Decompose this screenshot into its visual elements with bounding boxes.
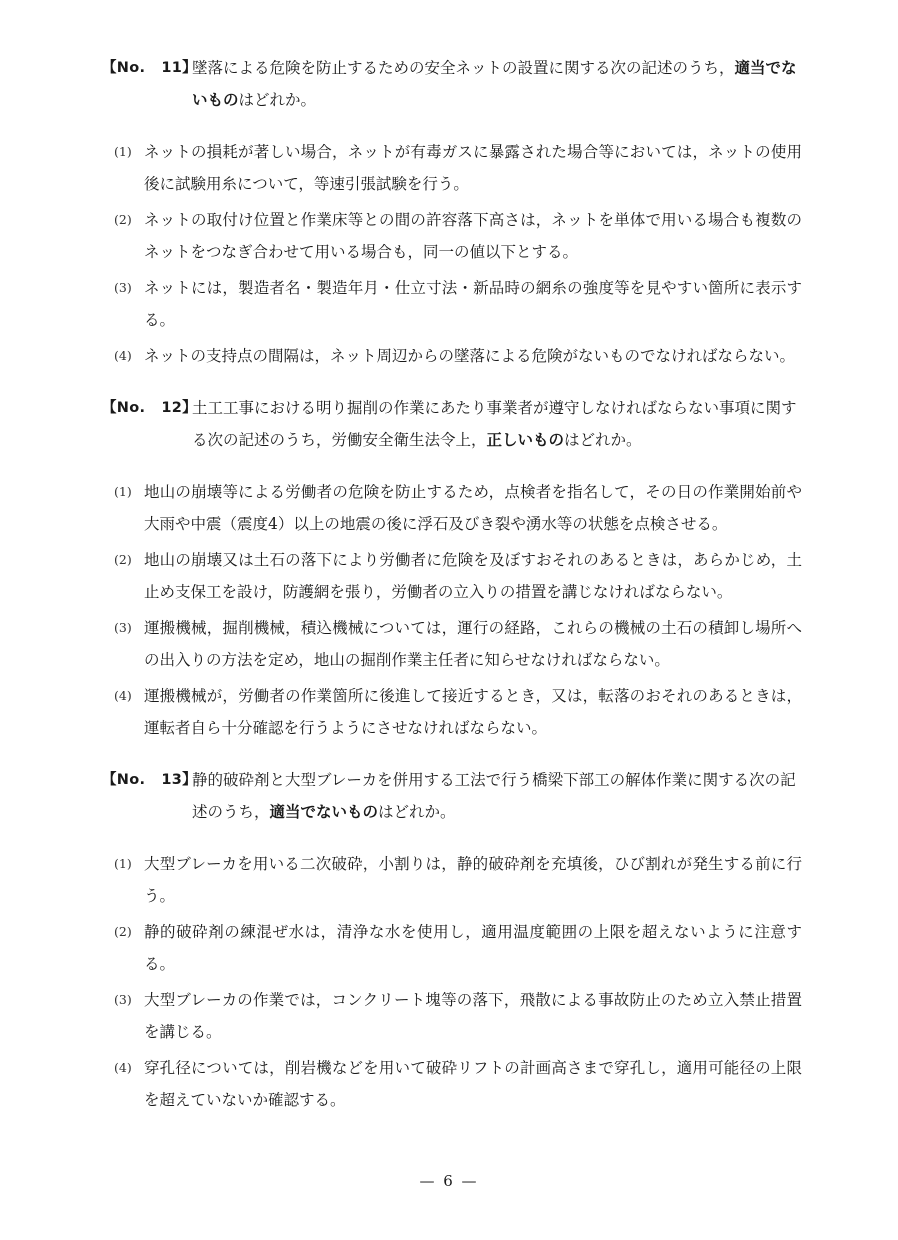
question-stem-end: はどれか。 (378, 803, 456, 821)
question-stem: 静的破砕剤と大型ブレーカを併用する工法で行う橋梁下部工の解体作業に関する次の記述のうち， (192, 771, 796, 821)
question-emphasis: 適当でないもの (269, 803, 379, 821)
option-item (102, 1052, 802, 1116)
option-item (102, 984, 802, 1048)
option-text: ネットの損耗が著しい場合，ネットが有毒ガスに暴露された場合等においては，ネットの使用後に試験用糸について，等速引張試験を行う。 (144, 143, 802, 193)
option-item (102, 340, 802, 372)
question-number: 【No. 13】 (102, 772, 197, 788)
option-item (102, 136, 802, 200)
question-stem: 土工工事における明り掘削の作業にあたり事業者が遵守しなければならない事項に関する次の記述のうち，労働安全衛生法令上， (192, 399, 797, 449)
option-text: 地山の崩壊又は土石の落下により労働者に危険を及ぼすおそれのあるときは，あらかじめ，土止め支保工を設け，防護網を張り，労働者の立入りの措置を講じなければならない。 (144, 551, 802, 601)
option-text: 大型ブレーカを用いる二次破砕，小割りは，静的破砕剤を充填後，ひび割れが発生する前に行う。 (144, 855, 802, 905)
option-label: (1) (114, 144, 132, 159)
option-text: ネットには，製造者名・製造年月・仕立寸法・新品時の網糸の強度等を見やすい箇所に表示する。 (144, 279, 802, 329)
option-label: (1) (114, 484, 132, 499)
question-13 (102, 764, 802, 1120)
option-text: 大型ブレーカの作業では，コンクリート塊等の落下，飛散による事故防止のため立入禁止措置を講じる。 (144, 991, 802, 1041)
option-label: (3) (114, 992, 132, 1007)
option-item (102, 848, 802, 912)
question-11 (102, 52, 802, 376)
option-label: (4) (114, 348, 132, 363)
option-item (102, 204, 802, 268)
option-text: ネットの取付け位置と作業床等との間の許容落下高さは，ネットを単体で用いる場合も複数のネットをつなぎ合わせて用いる場合も，同一の値以下とする。 (144, 211, 802, 261)
question-header (102, 392, 802, 456)
option-label: (2) (114, 552, 132, 567)
option-label: (2) (114, 212, 132, 227)
option-item (102, 916, 802, 980)
option-label: (3) (114, 280, 132, 295)
option-text: 運搬機械が，労働者の作業箇所に後進して接近するとき，又は，転落のおそれのあるときは，運転者自ら十分確認を行うようにさせなければならない。 (144, 687, 802, 737)
option-item (102, 272, 802, 336)
option-text: 穿孔径については，削岩機などを用いて破砕リフトの計画高さまで穿孔し，適用可能径の上限を超えていないか確認する。 (144, 1059, 802, 1109)
option-list (102, 136, 802, 372)
option-list (102, 848, 802, 1116)
option-item (102, 544, 802, 608)
option-text: 地山の崩壊等による労働者の危険を防止するため，点検者を指名して，その日の作業開始前や大雨や中震（震度4）以上の地震の後に浮石及びき裂や湧水等の状態を点検させる。 (144, 483, 802, 533)
question-emphasis: 正しいもの (486, 431, 565, 449)
option-item (102, 680, 802, 744)
question-emphasis: 適当でないもの (192, 59, 797, 109)
option-item (102, 476, 802, 540)
option-label: (1) (114, 856, 132, 871)
option-text: 運搬機械，掘削機械，積込機械については，運行の経路，これらの機械の土石の積卸し場所への出入りの方法を定め，地山の掘削作業主任者に知らせなければならない。 (144, 619, 802, 669)
question-stem: 墜落による危険を防止するための安全ネットの設置に関する次の記述のうち， (192, 59, 735, 77)
option-label: (3) (114, 620, 132, 635)
option-text: ネットの支持点の間隔は，ネット周辺からの墜落による危険がないものでなければならない。 (144, 347, 796, 365)
question-number: 【No. 11】 (102, 60, 197, 76)
option-label: (2) (114, 924, 132, 939)
question-number: 【No. 12】 (102, 400, 197, 416)
question-stem-end: はどれか。 (564, 431, 642, 449)
option-label: (4) (114, 688, 132, 703)
question-header (102, 764, 802, 828)
question-12 (102, 392, 802, 748)
question-header (102, 52, 802, 116)
question-stem-end: はどれか。 (238, 91, 317, 109)
option-list (102, 476, 802, 744)
page-number: — 6 — (419, 1172, 479, 1190)
option-label: (4) (114, 1060, 132, 1075)
option-item (102, 612, 802, 676)
option-text: 静的破砕剤の練混ぜ水は，清浄な水を使用し，適用温度範囲の上限を超えないように注意する。 (144, 923, 802, 973)
